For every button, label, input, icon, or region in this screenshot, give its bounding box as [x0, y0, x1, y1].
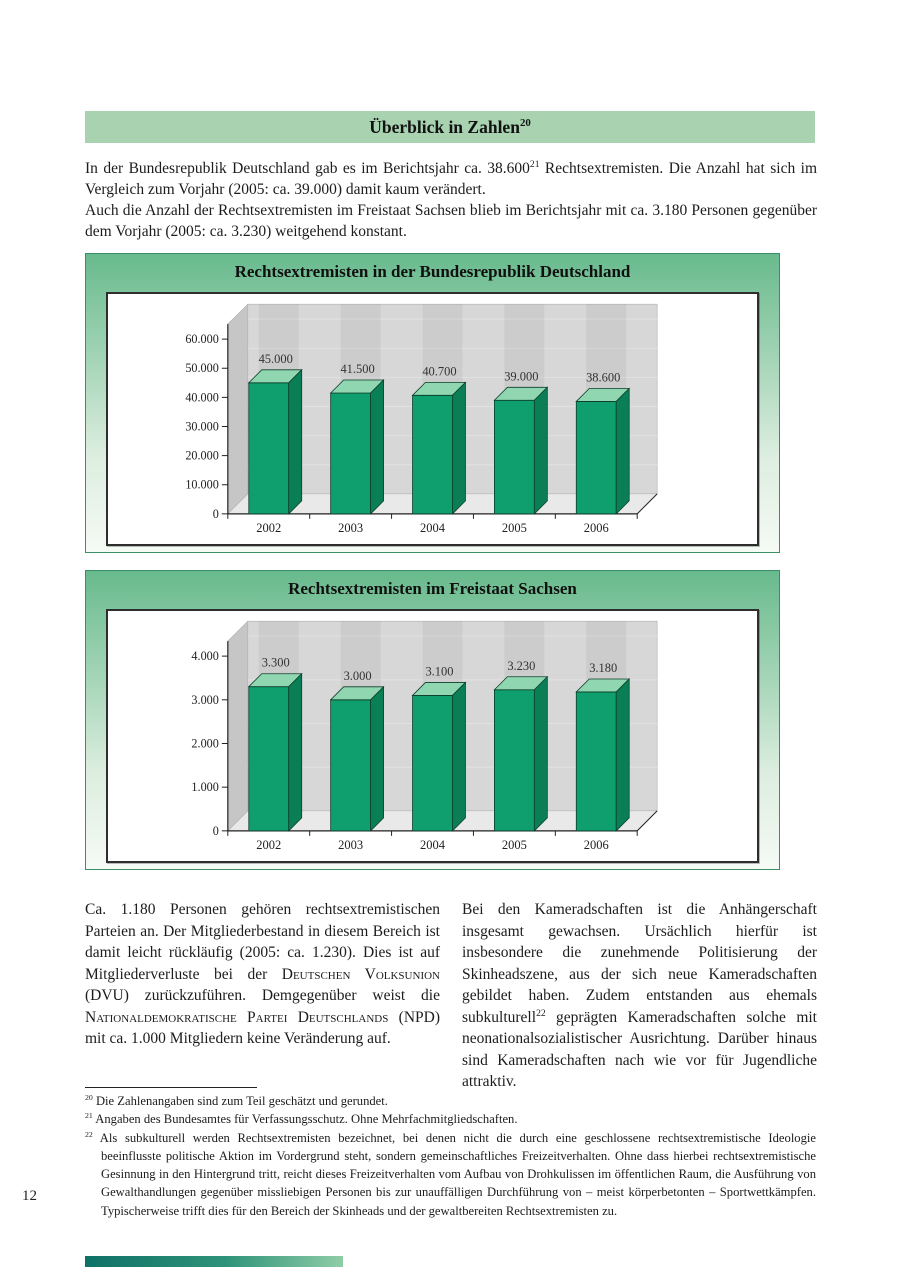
- svg-text:2002: 2002: [256, 837, 282, 852]
- footnote-rule: [85, 1087, 257, 1088]
- footnote-row: [85, 1129, 816, 1220]
- footnote-text: Als subkulturell werden Rechtsextremisten bezeichnet, bei denen nicht die durch eine geschlossene rechtsextremistische Ideologie beeinflusste politische Aktion im Vordergrund steht, sondern gemeinschaftliches Freizeitverhalten. Ohne dass hierbei rechtsextremistische Gesinnung in den Hintergrund tritt, reicht dieses Freizeitverhalten vom Aufbau von Drohkulissen im öffentlichen Raum, die Ausführung von Gewalthandlungen gegenüber missliebigen Personen bis zur unauffälligen Durchführung von – meist körperbetonten – Sportwettkämpfen. Typischerweise trifft dies für den Bereich der Skinheads und der gewaltbereiten Rechtsextremisten zu.: [99, 1130, 816, 1218]
- body-column-right: Bei den Kameradschaften ist die Anhängerschaft insgesamt gewachsen. Ursächlich hierfür ist insbesondere die zunehmende Politisierung der Skinheadszene, aus der sich neue Kameradschaften gebildet haben. Zudem entstanden aus ehemals subkulturell$^{22}$ geprägten Kameradschaften solche mit neonationalsozialistischer Ausrichtung. Darüber hinaus sind Kameradschaften nach wie vor für Jugendliche attraktiv.: [462, 901, 817, 1090]
- footnote-marker: 22: [85, 1129, 93, 1139]
- svg-text:4.000: 4.000: [191, 649, 219, 664]
- chart-frame-germany: [85, 253, 780, 553]
- svg-text:2005: 2005: [501, 837, 527, 852]
- svg-text:0: 0: [212, 506, 219, 521]
- footnote-text: Die Zahlenangaben sind zum Teil geschätzt und gerundet.: [95, 1094, 388, 1108]
- svg-text:2006: 2006: [583, 837, 609, 852]
- svg-text:2003: 2003: [338, 837, 364, 852]
- footnote-text: Angaben des Bundesamtes für Verfassungsschutz. Ohne Mehrfachmitgliedschaften.: [95, 1112, 518, 1127]
- intro-paragraph-2: Auch die Anzahl der Rechtsextremisten im Freistaat Sachsen blieb im Berichtsjahr mit ca. 3.180 Personen gegenüber dem Vorjahr (2005: ca. 3.230) weitgehend konstant.: [85, 202, 817, 240]
- chart-box-germany: [106, 292, 759, 546]
- svg-text:0: 0: [212, 823, 219, 838]
- svg-text:2002: 2002: [256, 520, 282, 535]
- footnote-marker: 20: [85, 1092, 93, 1102]
- footnote-marker: 21: [85, 1111, 93, 1121]
- svg-text:2006: 2006: [583, 520, 609, 535]
- chart-box-saxony: [106, 609, 759, 863]
- svg-text:3.300: 3.300: [261, 655, 290, 670]
- page-number: 12: [22, 1188, 37, 1204]
- svg-text:45.000: 45.000: [258, 351, 293, 366]
- svg-text:3.000: 3.000: [343, 668, 372, 683]
- footer-accent-bar: [85, 1256, 343, 1267]
- section-header-band: [85, 111, 815, 143]
- svg-text:2005: 2005: [501, 520, 527, 535]
- svg-text:3.000: 3.000: [191, 692, 219, 707]
- svg-text:20.000: 20.000: [185, 448, 219, 463]
- svg-text:3.230: 3.230: [507, 658, 536, 673]
- svg-text:41.500: 41.500: [340, 362, 375, 377]
- svg-text:40.700: 40.700: [422, 364, 457, 379]
- svg-text:50.000: 50.000: [185, 361, 219, 376]
- bar-chart-saxony: [108, 611, 757, 861]
- chart-title-saxony: Rechtsextremisten im Freistaat Sachsen: [288, 579, 577, 598]
- svg-text:3.180: 3.180: [589, 660, 618, 675]
- svg-text:40.000: 40.000: [185, 390, 219, 405]
- body-column-left: Ca. 1.180 Personen gehören rechtsextremistischen Parteien an. Der Mitgliederbestand in diesem Bereich ist damit leicht rückläufig (2005: ca. 1.230). Dies ist auf Mitgliederverluste bei der Deutschen Volksunion (DVU) zurückzuführen. Demgegenüber weist die Nationaldemokratische Partei Deutschlands (NPD) mit ca. 1.000 Mitgliedern keine Veränderung auf.: [85, 901, 440, 1047]
- body-columns: [85, 899, 817, 1093]
- svg-text:38.600: 38.600: [586, 370, 621, 385]
- svg-text:1.000: 1.000: [191, 780, 219, 795]
- svg-text:2.000: 2.000: [191, 736, 219, 751]
- svg-text:2004: 2004: [420, 837, 445, 852]
- intro-paragraph-1: In der Bundesrepublik Deutschland gab es im Berichtsjahr ca. 38.600$^{21}$ Rechtsextremisten. Die Anzahl hat sich im Vergleich zum Vorjahr (2005: ca. 39.000) damit kaum verändert.: [85, 158, 817, 198]
- svg-text:39.000: 39.000: [504, 369, 539, 384]
- footnotes: [85, 1092, 816, 1220]
- svg-text:3.100: 3.100: [425, 664, 454, 679]
- bar-chart-germany: [108, 294, 757, 544]
- chart-frame-saxony: [85, 570, 780, 870]
- intro-paragraphs: [85, 158, 817, 242]
- svg-text:60.000: 60.000: [185, 332, 219, 347]
- svg-text:2004: 2004: [420, 520, 445, 535]
- footnote-row: [85, 1110, 816, 1128]
- chart-title-germany: Rechtsextremisten in der Bundesrepublik Deutschland: [234, 262, 631, 281]
- footnote-row: [85, 1092, 816, 1110]
- svg-text:30.000: 30.000: [185, 419, 219, 434]
- section-title: Überblick in Zahlen$^{20}$: [369, 116, 531, 137]
- svg-text:10.000: 10.000: [185, 477, 219, 492]
- svg-text:2003: 2003: [338, 520, 364, 535]
